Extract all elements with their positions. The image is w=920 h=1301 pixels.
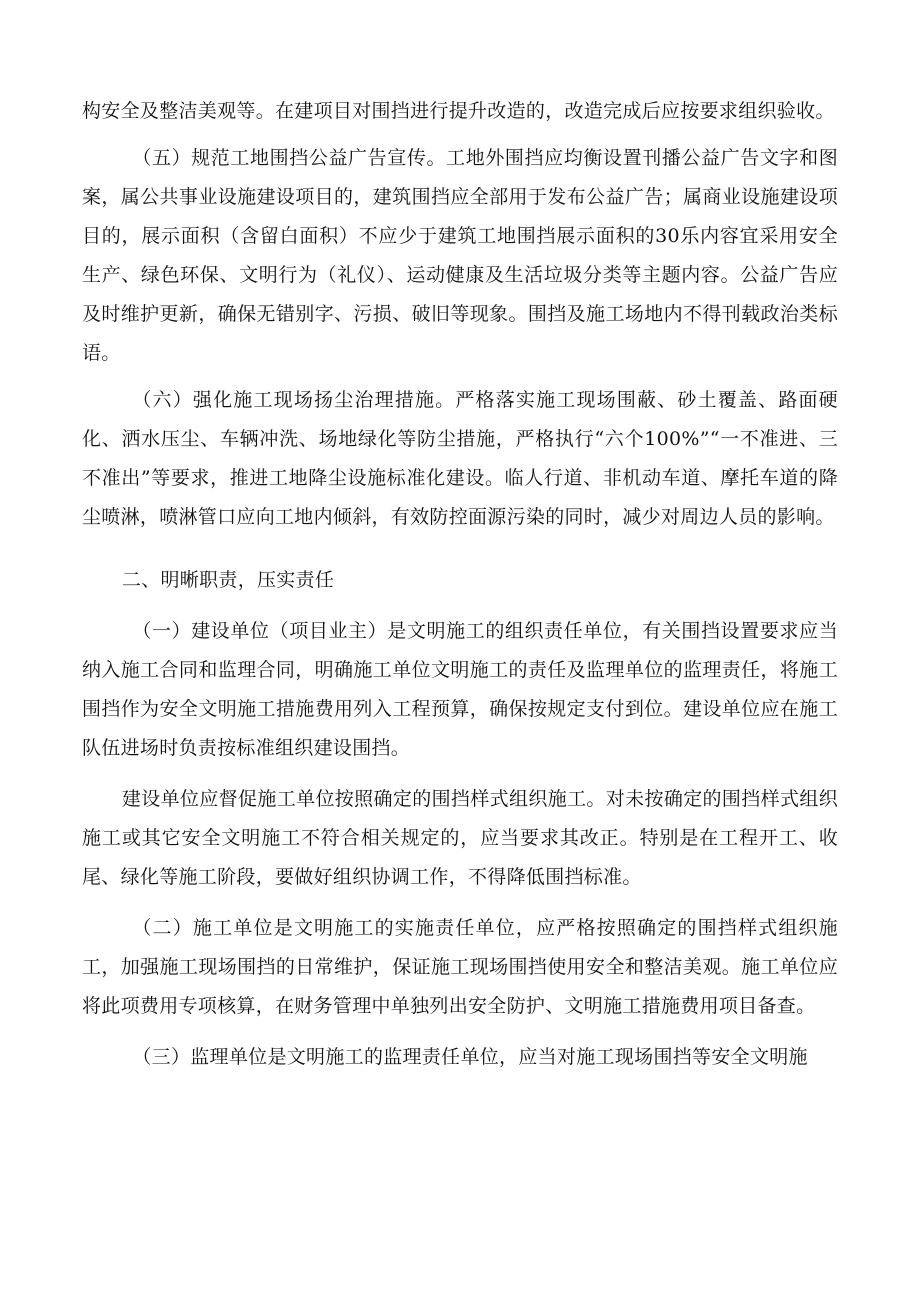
paragraph-item-1-construction-unit: （一）建设单位（项目业主）是文明施工的组织责任单位，有关围挡设置要求应当纳入施工合同和监理合同，明确施工单位文明施工的责任及监理单位的监理责任，将施工围挡作为安全文明施工措施费用列入工程预算，确保按规定支付到位。建设单位应在施工队伍进场时负责按标准组织建设围挡。: [82, 620, 838, 759]
paragraph-item-5-billboards: （五）规范工地围挡公益广告宣传。工地外围挡应均衡设置刊播公益广告文字和图案，属公共事业设施建设项目的，建筑围挡应全部用于发布公益广告；属商业设施建设项目的，展示面积（含留白面积）不应少于建筑工地围挡展示面积的30乐内容宜采用安全生产、绿色环保、文明行为（礼仪）、运动健康及生活垃圾分类等主题内容。公益广告应及时维护更新，确保无错别字、污损、破旧等现象。围挡及施工场地内不得刊载政治类标语。: [82, 147, 838, 364]
document-page: [82, 92, 838, 1077]
paragraph-item-3-supervisor: （三）监理单位是文明施工的监理责任单位，应当对施工现场围挡等安全文明施: [132, 1046, 808, 1068]
paragraph-continuation: 构安全及整洁美观等。在建项目对围挡进行提升改造的，改造完成后应按要求组织验收。: [82, 100, 835, 122]
section-heading-responsibilities: 二、明晰职责，压实责任: [121, 569, 335, 591]
paragraph-construction-unit-supervision: 建设单位应督促施工单位按照确定的围挡样式组织施工。对未按确定的围挡样式组织施工或其它安全文明施工不符合相关规定的，应当要求其改正。特别是在工程开工、收尾、绿化等施工阶段，要做好组织协调工作，不得降低围挡标准。: [82, 788, 838, 888]
paragraph-item-2-contractor: （二）施工单位是文明施工的实施责任单位，应严格按照确定的围挡样式组织施工，加强施工现场围挡的日常维护，保证施工现场围挡使用安全和整洁美观。施工单位应将此项费用专项核算，在财务管理中单独列出安全防护、文明施工措施费用项目备查。: [82, 917, 838, 1017]
paragraph-item-6-dust-control: （六）强化施工现场扬尘治理措施。严格落实施工现场围蔽、砂土覆盖、路面硬化、洒水压尘、车辆冲洗、场地绿化等防尘措施，严格执行“六个100%”“一不准进、三不准出”等要求，推进工地降尘设施标准化建设。临人行道、非机动车道、摩托车道的降尘喷淋，喷淋管口应向工地内倾斜，有效防控面源污染的同时，减少对周边人员的影响。: [82, 389, 838, 528]
